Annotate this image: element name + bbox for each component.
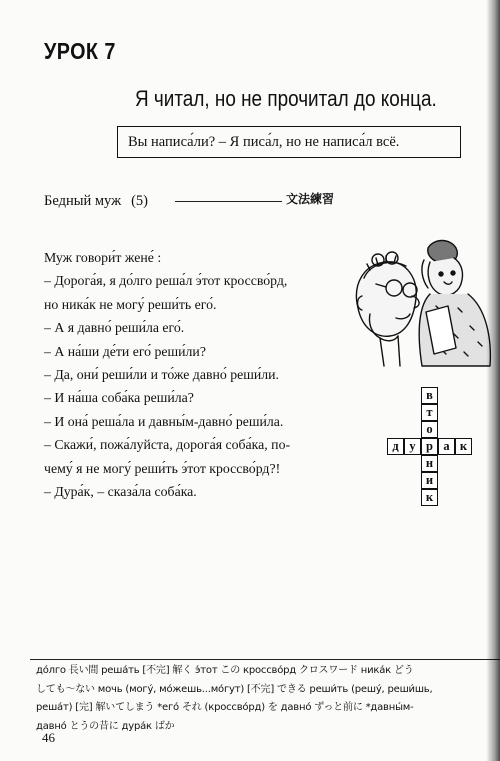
- section-name: Бедный муж: [44, 193, 122, 209]
- example-text: Вы написа́ли? – Я писа́л, но не написа́л всё.: [128, 134, 400, 150]
- crossword-cell: т: [421, 404, 438, 421]
- crossword-cell: о: [421, 421, 438, 438]
- dialogue-text: [44, 246, 359, 503]
- crossword-cell: р: [421, 438, 438, 455]
- example-box: [117, 126, 461, 158]
- vocab-line: до́лго 長い間 реша́ть [不完] 解く э́тот この кроссво́рд クロスワード ника́к どう: [36, 665, 414, 676]
- text-line: – Дорога́я, я до́лго реша́л э́тот кроссво́рд,: [44, 273, 288, 289]
- section-rule: [175, 201, 282, 202]
- page-number: 46: [42, 730, 55, 745]
- vocab-line: давно́ とうの昔に дура́к ばか: [36, 720, 175, 732]
- vocab-line: реша́т) [完] 解いてしまう *его́ それ (кроссво́рд) を давно́ ずっと前に *давны́м-: [36, 702, 414, 713]
- text-line: – Скажи́, пожа́луйста, дорога́я соба́ка, по-: [44, 437, 291, 453]
- vocab-line: しても～ない мочь (могу́, мо́жешь...мо́гут) [不完] できる реши́ть (решу́, реши́шь,: [36, 683, 433, 695]
- crossword-cell: а: [438, 438, 455, 455]
- text-line: – А я давно́ реши́ла его́.: [44, 320, 185, 336]
- lesson-label: УРОК 7: [44, 38, 116, 64]
- crossword-cell: к: [455, 438, 472, 455]
- text-line: – И она́ реша́ла и давны́м-давно́ реши́ла.: [44, 413, 284, 429]
- crossword-cell: и: [421, 472, 438, 489]
- text-line: чему́ я не могу́ реши́ть э́тот кроссво́рд?!: [44, 460, 281, 476]
- section-jp-label: 文法練習: [286, 192, 335, 206]
- text-line: – Да, они́ реши́ли и то́же давно́ реши́ли.: [44, 366, 279, 382]
- crossword-cell: в: [421, 387, 438, 404]
- crossword-cell: д: [387, 438, 404, 455]
- page-edge-shadow: [486, 0, 500, 761]
- text-line: – И на́ша соба́ка реши́ла?: [44, 390, 194, 406]
- section-heading: [44, 193, 148, 210]
- text-line: – Дура́к, – сказа́ла соба́ка.: [44, 483, 197, 499]
- text-line: Муж говори́т жене́ :: [44, 250, 162, 265]
- vocabulary-notes: [36, 662, 500, 736]
- crossword-cell: у: [404, 438, 421, 455]
- text-line: но ника́к не могу́ реши́ть его́.: [44, 296, 217, 312]
- vocab-divider: [30, 659, 500, 660]
- couple-illustration: [350, 238, 500, 368]
- text-line: – А на́ши де́ти его́ реши́ли?: [44, 343, 206, 359]
- section-number: (5): [131, 193, 149, 209]
- crossword-cell: к: [421, 489, 438, 506]
- lesson-title: Я читал, но не прочитал до конца.: [135, 86, 437, 111]
- crossword-cell: н: [421, 455, 438, 472]
